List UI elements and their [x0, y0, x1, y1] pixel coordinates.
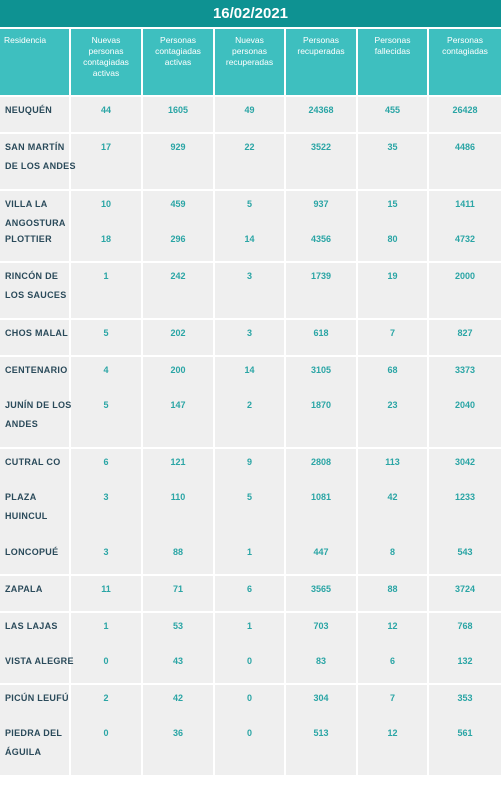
value-contagiadas-activas: 53: [172, 621, 183, 631]
value-fallecidas: 35: [387, 142, 398, 152]
residencia-name-line: PICÚN LEUFÚ: [5, 693, 69, 703]
value-contagiadas-activas: 459: [170, 199, 186, 209]
value-contagiadas-activas: 121: [170, 457, 186, 467]
residencia-name-line: RINCÓN DE: [5, 271, 59, 281]
header-line: Residencia: [4, 35, 47, 45]
residencia-name-line: HUINCUL: [5, 511, 48, 521]
value-fallecidas: 19: [387, 271, 398, 281]
header-line: recuperadas: [225, 57, 274, 67]
value-nuevas-recuperadas: 0: [246, 656, 252, 666]
residencia-name-line: ANGOSTURA: [5, 218, 66, 228]
value-nuevas-contagiadas-activas: 44: [100, 105, 111, 115]
value-nuevas-contagiadas-activas: 3: [103, 492, 109, 502]
value-nuevas-contagiadas-activas: 4: [103, 365, 109, 375]
value-nuevas-recuperadas: 2: [246, 400, 252, 410]
residencia-name: [0, 195, 82, 233]
value-fallecidas: 68: [387, 365, 398, 375]
residencia-name-line: PLOTTIER: [5, 234, 52, 244]
residencia-name-line: ÁGUILA: [5, 747, 42, 757]
value-contagiadas-total: 1411: [455, 199, 475, 209]
value-contagiadas-activas: 36: [172, 728, 183, 738]
value-nuevas-contagiadas-activas: 11: [101, 584, 111, 594]
value-recuperadas: 447: [313, 547, 329, 557]
value-nuevas-contagiadas-activas: 5: [103, 400, 109, 410]
value-contagiadas-activas: 929: [170, 142, 186, 152]
value-recuperadas: 4356: [310, 234, 332, 244]
value-fallecidas: 6: [389, 656, 395, 666]
value-contagiadas-total: 543: [457, 547, 473, 557]
residencia-name: [0, 617, 82, 636]
header-line: activas: [92, 68, 120, 78]
value-nuevas-contagiadas-activas: 5: [103, 328, 109, 338]
residencia-name: [0, 324, 82, 343]
residencia-name-line: LONCOPUÉ: [5, 547, 59, 557]
header-line: personas: [88, 46, 124, 56]
residencia-name-line: PLAZA: [5, 492, 37, 502]
residencia-name-line: PIEDRA DEL: [5, 728, 63, 738]
value-contagiadas-total: 3042: [454, 457, 476, 467]
residencia-name: [0, 396, 82, 434]
value-contagiadas-total: 26428: [452, 105, 478, 115]
value-recuperadas: 24368: [308, 105, 334, 115]
value-nuevas-recuperadas: 0: [246, 728, 252, 738]
value-recuperadas: 1081: [310, 492, 332, 502]
value-contagiadas-total: 132: [457, 656, 473, 666]
header-fallecidas: [358, 29, 427, 95]
value-recuperadas: 2808: [310, 457, 332, 467]
value-contagiadas-activas: 42: [172, 693, 183, 703]
value-nuevas-recuperadas: 0: [246, 693, 252, 703]
residencia-name: [0, 361, 82, 380]
residencia-name-line: VILLA LA: [5, 199, 48, 209]
value-recuperadas: 3105: [310, 365, 332, 375]
header-contagiadas-activas: [143, 29, 213, 95]
value-fallecidas: 8: [389, 547, 395, 557]
residencia-name: [0, 230, 82, 249]
residencia-name: [0, 488, 82, 526]
value-recuperadas: 304: [313, 693, 329, 703]
value-fallecidas: 80: [387, 234, 398, 244]
value-nuevas-recuperadas: 1: [246, 547, 252, 557]
value-nuevas-contagiadas-activas: 2: [103, 693, 109, 703]
value-nuevas-recuperadas: 14: [244, 365, 255, 375]
value-contagiadas-activas: 43: [172, 656, 183, 666]
residencia-name-line: ZAPALA: [5, 584, 43, 594]
header-nuevas-contagiadas-activas: [71, 29, 141, 95]
header-line: personas: [232, 46, 267, 56]
residencia-name-line: LOS SAUCES: [5, 290, 67, 300]
residencia-name: [0, 689, 82, 708]
value-fallecidas: 455: [384, 105, 401, 115]
value-nuevas-recuperadas: 22: [244, 142, 255, 152]
value-contagiadas-total: 4732: [454, 234, 476, 244]
value-nuevas-contagiadas-activas: 17: [100, 142, 111, 152]
residencia-name-line: VISTA ALEGRE: [5, 656, 74, 666]
value-recuperadas: 703: [313, 621, 329, 631]
value-recuperadas: 1739: [310, 271, 332, 281]
value-nuevas-contagiadas-activas: 0: [103, 728, 109, 738]
residencia-name: [0, 101, 82, 120]
residencia-name-line: ANDES: [5, 419, 39, 429]
value-contagiadas-total: 2040: [454, 400, 476, 410]
value-nuevas-contagiadas-activas: 3: [103, 547, 109, 557]
residencia-name: [0, 724, 82, 762]
value-nuevas-recuperadas: 6: [246, 584, 252, 594]
value-nuevas-recuperadas: 49: [244, 105, 255, 115]
header-line: Nuevas: [235, 35, 264, 45]
header-line: recuperadas: [297, 46, 345, 56]
value-contagiadas-total: 353: [457, 693, 473, 703]
header-contagiadas-total: [429, 29, 501, 95]
residencia-name: [0, 543, 82, 562]
residencia-name-line: CENTENARIO: [5, 365, 68, 375]
value-contagiadas-total: 4486: [454, 142, 476, 152]
value-contagiadas-total: 561: [457, 728, 473, 738]
value-contagiadas-total: 768: [457, 621, 473, 631]
value-fallecidas: 23: [387, 400, 398, 410]
value-fallecidas: 12: [387, 621, 398, 631]
header-line: Personas: [303, 35, 339, 45]
residencia-name-line: SAN MARTÍN: [5, 142, 65, 152]
value-contagiadas-activas: 147: [170, 400, 186, 410]
header-line: fallecidas: [374, 46, 411, 56]
value-nuevas-recuperadas: 1: [246, 621, 252, 631]
value-nuevas-recuperadas: 9: [246, 457, 252, 467]
residencia-name-line: JUNÍN DE LOS: [5, 400, 72, 410]
residencia-name: [0, 580, 82, 599]
value-fallecidas: 12: [387, 728, 398, 738]
value-contagiadas-total: 3724: [454, 584, 476, 594]
value-nuevas-recuperadas: 14: [244, 234, 255, 244]
header-line: contagiadas: [155, 46, 201, 56]
value-contagiadas-total: 2000: [454, 271, 476, 281]
value-fallecidas: 7: [389, 328, 395, 338]
residencia-name: [0, 652, 82, 671]
value-nuevas-contagiadas-activas: 6: [103, 457, 109, 467]
value-nuevas-contagiadas-activas: 1: [103, 271, 109, 281]
header-residencia: [0, 29, 69, 95]
value-nuevas-recuperadas: 3: [246, 328, 252, 338]
value-nuevas-contagiadas-activas: 1: [103, 621, 109, 631]
header-line: contagiadas: [83, 57, 129, 67]
value-nuevas-contagiadas-activas: 18: [100, 234, 111, 244]
value-contagiadas-total: 3373: [454, 365, 476, 375]
value-contagiadas-activas: 296: [170, 234, 186, 244]
value-recuperadas: 83: [315, 656, 326, 666]
value-nuevas-recuperadas: 5: [246, 492, 252, 502]
residencia-name-line: CHOS MALAL: [5, 328, 68, 338]
value-nuevas-contagiadas-activas: 0: [103, 656, 109, 666]
value-recuperadas: 513: [313, 728, 329, 738]
residencia-name-line: CUTRAL CO: [5, 457, 61, 467]
value-contagiadas-total: 827: [457, 328, 473, 338]
header-nuevas-recuperadas: [215, 29, 284, 95]
residencia-name-line: LAS LAJAS: [5, 621, 58, 631]
header-line: Personas: [374, 35, 411, 45]
header-line: Nuevas: [91, 35, 121, 45]
value-recuperadas: 618: [313, 328, 329, 338]
header-line: activas: [164, 57, 192, 67]
value-fallecidas: 15: [387, 199, 398, 209]
value-fallecidas: 88: [387, 584, 398, 594]
value-contagiadas-activas: 88: [172, 547, 183, 557]
residencia-name: [0, 453, 82, 472]
value-contagiadas-activas: 71: [172, 584, 183, 594]
value-contagiadas-activas: 202: [170, 328, 186, 338]
residencia-name: [0, 138, 82, 176]
residencia-name-line: DE LOS ANDES: [5, 161, 76, 171]
value-fallecidas: 42: [387, 492, 398, 502]
value-nuevas-recuperadas: 3: [246, 271, 252, 281]
header-recuperadas: [286, 29, 356, 95]
residencia-name-line: NEUQUÉN: [5, 105, 53, 115]
header-line: Personas: [160, 35, 196, 45]
value-contagiadas-activas: 200: [170, 365, 186, 375]
value-recuperadas: 937: [313, 199, 329, 209]
value-nuevas-contagiadas-activas: 10: [100, 199, 111, 209]
header-line: Personas: [447, 35, 483, 45]
value-contagiadas-activas: 242: [170, 271, 186, 281]
value-recuperadas: 3565: [310, 584, 332, 594]
value-fallecidas: 7: [389, 693, 395, 703]
value-contagiadas-total: 1233: [454, 492, 476, 502]
value-recuperadas: 3522: [310, 142, 332, 152]
residencia-name: [0, 267, 82, 305]
header-line: contagiadas: [442, 46, 488, 56]
value-recuperadas: 1870: [310, 400, 332, 410]
value-contagiadas-activas: 110: [170, 492, 186, 502]
value-fallecidas: 113: [385, 457, 400, 467]
value-contagiadas-activas: 1605: [167, 105, 189, 115]
table-title: 16/02/2021: [0, 0, 501, 27]
value-nuevas-recuperadas: 5: [246, 199, 252, 209]
